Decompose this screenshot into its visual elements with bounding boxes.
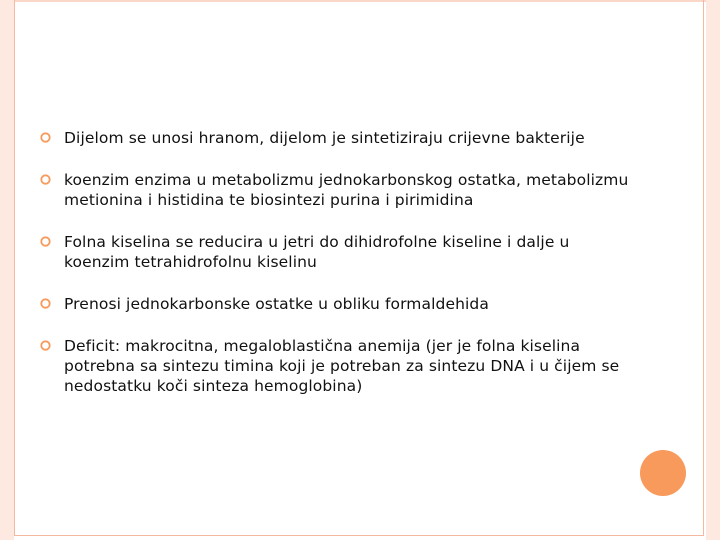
bullet-item (40, 232, 630, 272)
right-accent-band (706, 0, 720, 540)
bullet-circle-icon (40, 236, 51, 247)
bullet-circle-icon (40, 340, 51, 351)
bullet-circle-icon (40, 298, 51, 309)
bullet-circle-icon (40, 132, 51, 143)
bullet-item (40, 170, 630, 210)
bullet-item (40, 128, 630, 148)
bullet-item (40, 336, 630, 396)
bullet-circle-icon (40, 174, 51, 185)
bullet-text: Folna kiselina se reducira u jetri do dihidrofolne kiseline i dalje u koenzim tetrahidrofolnu kiselinu (64, 233, 570, 271)
bullet-item (40, 294, 630, 314)
bullet-text: Prenosi jednokarbonske ostatke u obliku formaldehida (64, 295, 489, 313)
bullet-text: Deficit: makrocitna, megaloblastična anemija (jer je folna kiselina potrebna sa sintezu timina koji je potreban za sintezu DNA i u čijem se nedostatku koči sinteza hemoglobina) (64, 337, 620, 395)
orange-circle-decoration (640, 450, 686, 496)
bullet-text: koenzim enzima u metabolizmu jednokarbonskog ostatka, metabolizmu metionina i histidina te biosintezi purina i pirimidina (64, 171, 629, 209)
bullet-text: Dijelom se unosi hranom, dijelom je sintetiziraju crijevne bakterije (64, 129, 585, 147)
left-accent-band (0, 0, 14, 540)
bullet-list (40, 128, 630, 396)
